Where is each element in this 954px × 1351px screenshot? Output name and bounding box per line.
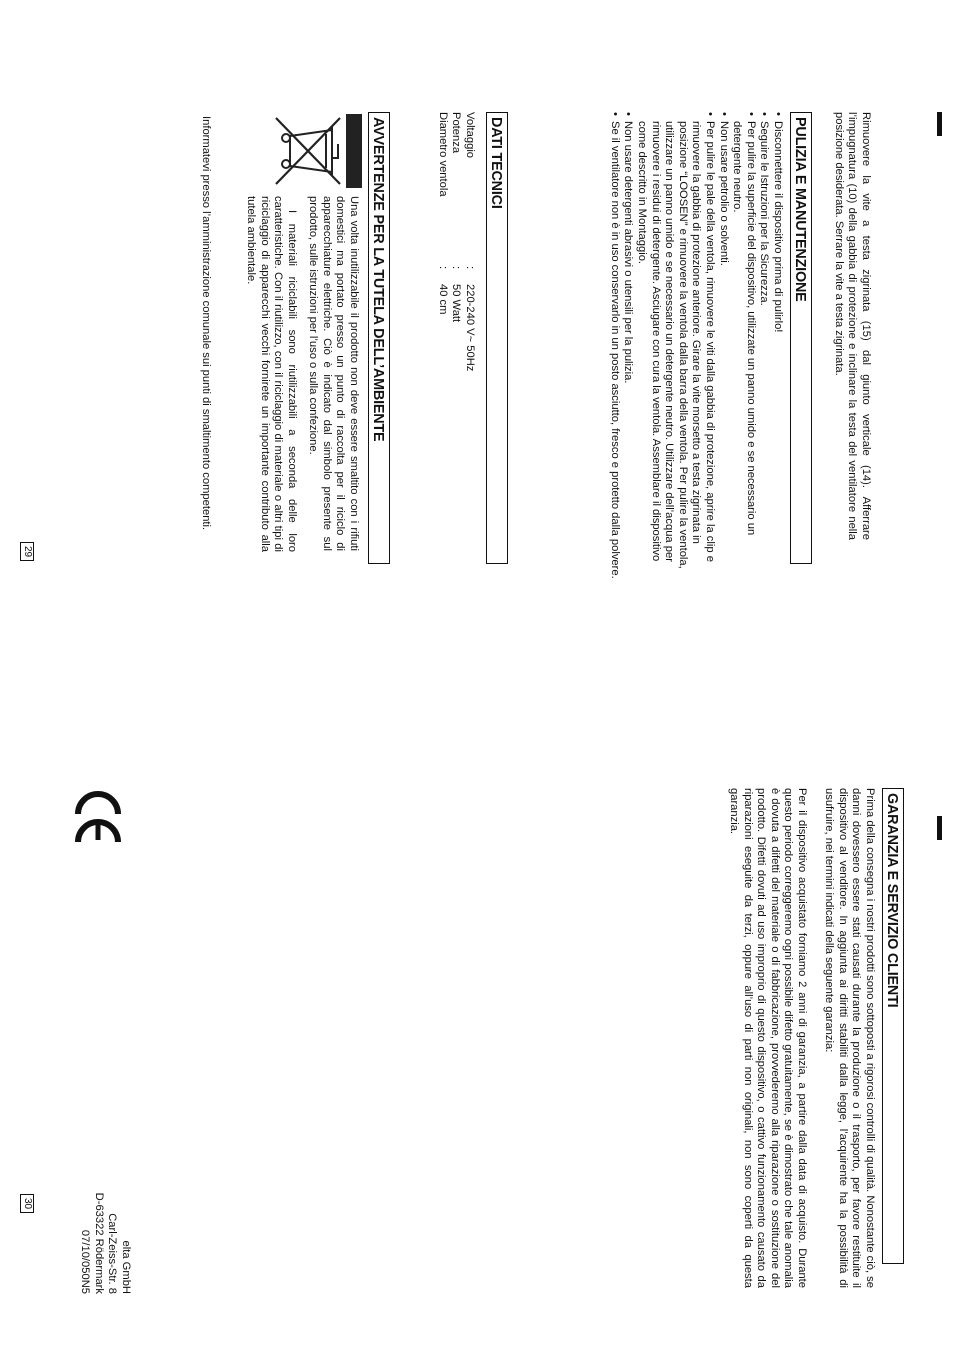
cleaning-heading: PULIZIA E MANUTENZIONE [790,112,812,564]
table-row: Potenza : 50 Watt [450,112,463,323]
environment-heading: AVVERTENZE PER LA TUTELA DELL’AMBIENTE [368,112,390,564]
environment-text-2: I materiali riciclabili sono riutilizzabili a seconda delle loro caratteristiche. Con il riutilizzo, con il riciclaggio di materiale o altri tipi di riciclaggio di apparecchi vecchi fornirete un importante contributo alla tutela ambientale. [245,196,298,552]
environment-text-3: Informatevi presso l’amministrazione comunale sui punti di smaltimento competenti. [200,116,212,531]
page-30 [0,676,954,1351]
list-item: • Non usare detergenti abrasivi o utensili per la pulizia. [622,112,635,384]
list-item: • Seguire le Istruzioni per la Sicurezza. [758,112,771,306]
warranty-text-2: Per il dispositivo acquistato forniamo 2 anni di garanzia, a partire dalla data di acquisto. Durante questo periodo correggeremo ogni possibile difetto gratuitamente, se è dimostrato che tale anomalia è dovuta a difetti del materiale o di fabbricazione, provvederemo alla riparazione o sostituzione del prodotto. Difetti dovuti ad uso improprio di questo dispositivo, o cattivo funzionamento causato da riparazioni eseguite da terzi, oppure all’uso di parti non originali, non sono coperti da questa garanzia. [728,788,808,1288]
address-block: elta GmbH Carl-Zeiss-Str. 8 D-63322 Rödermark 07/10/050N5 [79,1192,132,1294]
list-item: • Se il ventilatore non è in uso conservarlo in un posto asciutto, fresco e protetto dalla polvere. [608,112,621,579]
environment-text-1: Una volta inutilizzabile il prodotto non deve essere smaltito con i rifiuti domestici ma portato presso un punto di raccolta per il riciclo di apparecchiature elettriche. Ciò è indicato dal simbolo presente sul prodotto, sulle istruzioni per l’uso o sulla confezione. [307,196,360,551]
list-item: • Per pulire la superficie del dispositivo, utilizzate un panno umido e se necessario un detergente neutro. [731,112,757,536]
warranty-heading: GARANZIA E SERVIZIO CLIENTI [882,788,904,1264]
list-item: • Per pulire le pale della ventola, rimuovere le viti dalla gabbia di protezione, aprire la clip e rimuovere la gabbia di protezione anteriore. Girare la vite morsetto a testa zigrinata in posizione “LOOSEN” e rimuovere la ventola dalla barra della ventola. Per pulire la ventola, utilizzare un panno umido e se necessario un detergente neutro. Utilizzare dell’acqua per rimuovere i residui di detergente. Asciugare con cura la ventola. Assemblare il dispositivo come descritto in Montaggio. [636,112,717,569]
table-row: Diametro ventola : 40 cm [436,112,449,315]
list-item: • Non usare petrolio o solventi. [717,112,730,266]
warranty-text-1: Prima della consegna i nostri prodotti sono sottoposti a rigorosi controlli di qualità. Nonostante ciò, se danni dovessero essere stati causati durante la produzione o il trasporto, per favore restituite il dispositivo al venditore. In aggiunta ai diritti stabiliti dalla legge, l’acquirente ha la possibilità di usufruire, nei termini indicati della seguente garanzia: [823,788,876,1288]
page-marker [937,112,942,136]
page-number: 30 [20,1194,34,1213]
technical-table [435,112,476,552]
list-item: • Disconnettere il dispositivo prima di pulirlo! [772,112,784,333]
cleaning-list [607,112,784,580]
technical-heading: DATI TECNICI [486,112,508,564]
crossed-out-wheelie-bin-icon [274,114,362,188]
page-number: 29 [20,542,34,561]
table-row: Voltaggio : 220-240 V~ 50Hz [464,112,476,372]
page-marker [937,816,942,840]
intro-text: Rimuovere la vite a testa zigrinata (15) dal giunto verticale (14). Afferrare l’impugnatura (10) della gabbia di protezione e inclinare la testa del ventilatore nella posizione desiderata. Serrare la vite a testa zigrinata. [832,112,872,540]
ce-mark-icon [74,790,122,846]
